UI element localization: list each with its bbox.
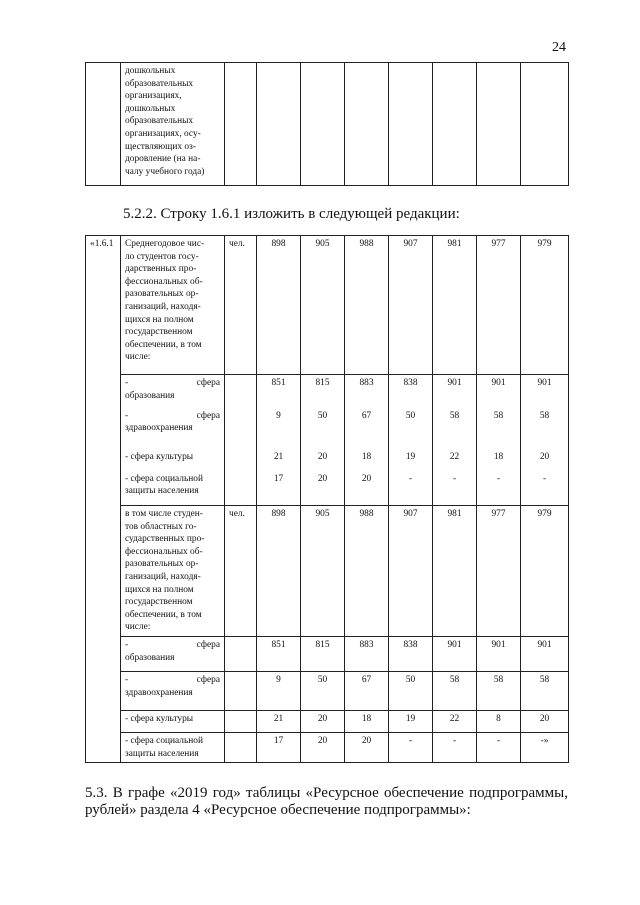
table-row (86, 671, 569, 710)
value-cell: 20 (521, 449, 569, 471)
table-row (86, 375, 569, 408)
value-cell: 901 (477, 375, 521, 408)
cell-text-line: дошкольных (125, 103, 176, 114)
value-cell: 838 (389, 636, 433, 671)
value-cell: 50 (389, 408, 433, 449)
subrow-label-cell (121, 449, 225, 471)
cell-text-line: - сфера (125, 410, 220, 421)
value-cell: 20 (301, 710, 345, 732)
unit-cell (225, 710, 257, 732)
value-cell: - (433, 471, 477, 506)
value-cell: 58 (521, 671, 569, 710)
cell-text-line: - сфера (125, 378, 220, 388)
top-row-id-cell (86, 63, 121, 186)
value-cell: - (389, 732, 433, 762)
top-value-cell (433, 63, 477, 186)
top-label-cell (121, 63, 225, 186)
value-cell: - (477, 732, 521, 762)
value-cell: 898 (257, 236, 301, 375)
unit-cell (225, 732, 257, 762)
cell-text-line: ло студентов госу- (125, 251, 199, 262)
cell-text-line: обеспечении, в том (125, 339, 202, 350)
top-value-cell (257, 63, 301, 186)
cell-text-line: - сфера социальной (125, 473, 203, 484)
instruction-paragraph-1: 5.2.2. Строку 1.6.1 изложить в следующей редакции: (123, 206, 460, 222)
cell-text-line: - сфера социальной (125, 735, 203, 746)
table-row (86, 449, 569, 471)
cell-text-line: числе: (125, 622, 151, 633)
cell-text-line: образования (125, 652, 175, 663)
top-value-cell (345, 63, 389, 186)
value-cell: 18 (477, 449, 521, 471)
cell-text-line: сударственных про- (125, 534, 205, 545)
cell-text-line: ганизаций, находя- (125, 301, 201, 312)
value-cell: 901 (521, 636, 569, 671)
cell-text-line: доровление (на на- (125, 154, 201, 165)
cell-text-line: защиты населения (125, 748, 199, 759)
subrow-label-cell (121, 710, 225, 732)
value-cell: 8 (477, 710, 521, 732)
value-cell: 58 (433, 671, 477, 710)
value-cell: 905 (301, 236, 345, 375)
value-cell: 58 (433, 408, 477, 449)
cell-text-line: - сфера культуры (125, 713, 194, 724)
value-cell: 20 (301, 449, 345, 471)
value-cell: 988 (345, 236, 389, 375)
value-cell: 815 (301, 375, 345, 408)
cell-text-line: защиты населения (125, 486, 199, 497)
cell-text-line: щихся на полном (125, 584, 194, 595)
cell-text-line: щихся на полном (125, 314, 194, 325)
top-table-fragment (85, 62, 569, 186)
unit-cell: чел. (225, 236, 257, 375)
value-cell: - (433, 732, 477, 762)
value-cell: 58 (477, 408, 521, 449)
value-cell: 883 (345, 375, 389, 408)
value-cell: 851 (257, 375, 301, 408)
value-cell: 50 (389, 671, 433, 710)
value-cell: 18 (345, 449, 389, 471)
value-cell: 907 (389, 506, 433, 637)
cell-text-line: образовательных (125, 78, 194, 89)
table-row (86, 408, 569, 449)
cell-text-line: чалу учебного года) (125, 166, 205, 177)
cell-text-line: организациях, (125, 91, 182, 102)
value-cell: 907 (389, 236, 433, 375)
top-unit-cell (225, 63, 257, 186)
value-cell: 901 (433, 636, 477, 671)
block-title-cell (121, 506, 225, 637)
block-title-cell (121, 236, 225, 375)
cell-text-line: дошкольных (125, 66, 176, 76)
value-cell: 22 (433, 710, 477, 732)
unit-cell (225, 408, 257, 449)
value-cell: - (477, 471, 521, 506)
value-cell: 50 (301, 408, 345, 449)
cell-text-line: разовательных ор- (125, 559, 199, 570)
value-cell: 838 (389, 375, 433, 408)
value-cell: 898 (257, 506, 301, 637)
value-cell: 21 (257, 449, 301, 471)
value-cell: 901 (521, 375, 569, 408)
value-cell: - (521, 471, 569, 506)
subrow-label-cell (121, 375, 225, 408)
top-value-cell (301, 63, 345, 186)
table-row (86, 236, 569, 375)
table-row (86, 710, 569, 732)
value-cell: 22 (433, 449, 477, 471)
cell-text-line: фессиональных об- (125, 276, 203, 287)
value-cell: 883 (345, 636, 389, 671)
value-cell: 17 (257, 471, 301, 506)
cell-text-line: организациях, осу- (125, 128, 201, 139)
cell-text-line: - сфера (125, 639, 220, 650)
value-cell: 977 (477, 506, 521, 637)
page-number: 24 (552, 40, 566, 55)
value-cell: 988 (345, 506, 389, 637)
value-cell: 21 (257, 710, 301, 732)
value-cell: 50 (301, 671, 345, 710)
cell-text-line: - сфера (125, 674, 220, 685)
value-cell: 851 (257, 636, 301, 671)
cell-text-line: государственном (125, 327, 193, 338)
subrow-label-cell (121, 636, 225, 671)
value-cell: 901 (433, 375, 477, 408)
value-cell: 58 (521, 408, 569, 449)
unit-cell (225, 471, 257, 506)
subrow-label-cell (121, 732, 225, 762)
value-cell: 981 (433, 506, 477, 637)
value-cell: 979 (521, 506, 569, 637)
unit-cell (225, 671, 257, 710)
cell-text-line: в том числе студен- (125, 509, 203, 519)
unit-cell (225, 375, 257, 408)
top-value-cell (389, 63, 433, 186)
instruction-paragraph-2: 5.3. В графе «2019 год» таблицы «Ресурсное обеспечение подпрограммы, рублей» раздела 4 «Ресурсное обеспечение подпрограммы»: (85, 785, 568, 818)
table-row (86, 506, 569, 637)
value-cell: 20 (521, 710, 569, 732)
cell-text-line: здравоохранения (125, 423, 193, 434)
cell-text-line: ганизаций, находя- (125, 571, 201, 582)
table-row (86, 636, 569, 671)
unit-cell (225, 449, 257, 471)
value-cell: 20 (345, 471, 389, 506)
cell-text-line: здравоохранения (125, 687, 193, 698)
value-cell: 19 (389, 449, 433, 471)
table-row (86, 471, 569, 506)
value-cell: 67 (345, 408, 389, 449)
cell-text-line: - сфера культуры (125, 451, 194, 462)
subrow-label-cell (121, 471, 225, 506)
top-value-cell (521, 63, 569, 186)
value-cell: 905 (301, 506, 345, 637)
cell-text-line: разовательных ор- (125, 289, 199, 300)
value-cell: 977 (477, 236, 521, 375)
cell-text-line: ществляющих оз- (125, 141, 196, 152)
value-cell: 20 (345, 732, 389, 762)
value-cell: 979 (521, 236, 569, 375)
value-cell: 20 (301, 471, 345, 506)
table-row (86, 732, 569, 762)
value-cell: - (389, 471, 433, 506)
cell-text-line: обеспечении, в том (125, 609, 202, 620)
value-cell: 19 (389, 710, 433, 732)
cell-text-line: фессиональных об- (125, 546, 203, 557)
cell-text-line: Среднегодовое чис- (125, 239, 205, 249)
cell-text-line: образовательных (125, 116, 194, 127)
cell-text-line: государственном (125, 597, 193, 608)
value-cell: -» (521, 732, 569, 762)
cell-text-line: тов областных го- (125, 521, 197, 532)
value-cell: 18 (345, 710, 389, 732)
subrow-label-cell (121, 408, 225, 449)
cell-text-line: числе: (125, 352, 151, 363)
value-cell: 67 (345, 671, 389, 710)
value-cell: 815 (301, 636, 345, 671)
main-table (85, 235, 569, 763)
cell-text-line: образования (125, 390, 175, 401)
value-cell: 58 (477, 671, 521, 710)
subrow-label-cell (121, 671, 225, 710)
top-value-cell (477, 63, 521, 186)
cell-text-line: дарственных про- (125, 264, 197, 275)
value-cell: 9 (257, 671, 301, 710)
value-cell: 20 (301, 732, 345, 762)
unit-cell: чел. (225, 506, 257, 637)
value-cell: 9 (257, 408, 301, 449)
value-cell: 17 (257, 732, 301, 762)
row-id-cell: «1.6.1 (86, 236, 121, 763)
value-cell: 901 (477, 636, 521, 671)
value-cell: 981 (433, 236, 477, 375)
unit-cell (225, 636, 257, 671)
